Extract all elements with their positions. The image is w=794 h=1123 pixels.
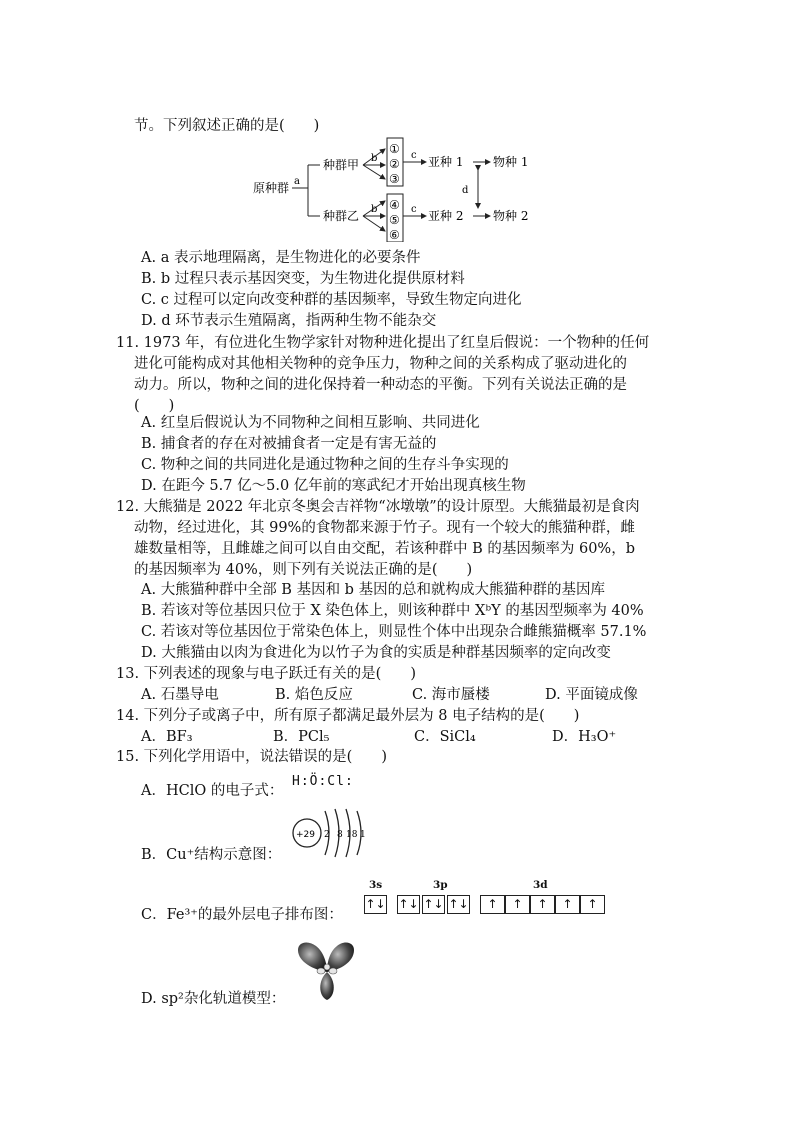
q13-option-a: A. 石墨导电: [141, 687, 219, 703]
orbital-3d-box: ↑: [530, 895, 555, 914]
q12-stem-line-4: 的基因频率为 40%，则下列有关说法正确的是( ): [134, 562, 473, 578]
q13-stem: 13. 下列表述的现象与电子跃迁有关的是( ): [116, 666, 416, 682]
circle-2: ②: [389, 157, 400, 171]
orbital-3d-box: ↑: [505, 895, 530, 914]
svg-text:8: 8: [337, 830, 343, 840]
sp1-label: 物种 1: [493, 155, 529, 169]
svg-text:1: 1: [360, 830, 366, 840]
q14-option-a: A．BF₃: [141, 729, 193, 745]
q11-stem-line-3: 动力。所以，物种之间的进化保持着一种动态的平衡。下列有关说法正确的是: [134, 377, 627, 393]
svg-text:b: b: [371, 153, 378, 164]
sp2-label: 物种 2: [493, 209, 529, 223]
q12-option-d: D. 大熊猫由以肉为食进化为以竹子为食的实质是种群基因频率的定向改变: [141, 645, 611, 661]
circle-6: ⑥: [389, 228, 400, 242]
q15-option-d-label: D. sp²杂化轨道模型：: [141, 991, 286, 1007]
circle-3: ③: [389, 172, 400, 186]
q11-stem-line-2: 进化可能构成对其他相关物种的竞争压力，物种之间的关系构成了驱动进化的: [134, 356, 627, 372]
q12-option-b: B. 若该对等位基因只位于 X 染色体上，则该种群中 XᵇY 的基因型频率为 40%: [141, 603, 644, 619]
circle-1: ①: [389, 142, 400, 156]
svg-text:2: 2: [324, 830, 330, 840]
svg-text:18: 18: [346, 830, 358, 840]
orbital-3d-box: ↑: [555, 895, 580, 914]
sp2-orbital-model: [294, 940, 358, 1002]
speciation-diagram: [250, 137, 550, 242]
q11-stem-line-4: ( ): [134, 398, 175, 414]
cu-ion-structure-diagram: [290, 806, 370, 860]
hclo-electron-formula: H:Ö:Cl:: [292, 774, 354, 789]
q11-option-c: C. 物种之间的共同进化是通过物种之间的生存斗争实现的: [141, 457, 509, 473]
svg-text:c: c: [411, 204, 417, 215]
q12-option-c: C. 若该对等位基因位于常染色体上，则显性个体中出现杂合雌熊猫概率 57.1%: [141, 624, 647, 640]
orbital-3p-box: ↑↓: [447, 895, 470, 914]
q14-option-b: B．PCl₅: [273, 729, 330, 745]
q13-option-c: C. 海市蜃楼: [412, 687, 490, 703]
q12-stem-line-1: 12. 大熊猫是 2022 年北京冬奥会吉祥物“冰墩墩”的设计原型。大熊猫最初是食肉: [116, 499, 640, 515]
circle-5: ⑤: [389, 213, 400, 227]
orbital-3p-box: ↑↓: [422, 895, 445, 914]
sub1-label: 亚种 1: [428, 155, 464, 169]
q12-stem-line-2: 动物，经过进化，其 99%的食物都来源于竹子。现有一个较大的熊猫种群，雌: [134, 520, 635, 536]
pop-b-label: 种群乙: [323, 209, 360, 223]
q11-stem-line-1: 11. 1973 年，有位进化生物学家针对物种进化提出了红皇后假说：一个物种的任何: [116, 335, 650, 351]
q10-option-b: B. b 过程只表示基因突变，为生物进化提供原材料: [141, 271, 465, 287]
q12-stem-line-3: 雄数量相等，且雌雄之间可以自由交配，若该种群中 B 的基因频率为 60%，b: [134, 541, 635, 557]
q15-option-a-label: A．HClO 的电子式：: [141, 783, 284, 799]
q13-option-d: D. 平面镜成像: [545, 687, 638, 703]
orbital-3d-box: ↑: [480, 895, 505, 914]
orbital-3s-label: 3s: [369, 879, 383, 891]
circle-4: ④: [389, 198, 400, 212]
svg-text:c: c: [411, 150, 417, 161]
pop-a-label: 种群甲: [323, 158, 360, 172]
q11-option-d: D. 在距今 5.7 亿～5.0 亿年前的寒武纪才开始出现真核生物: [141, 478, 526, 494]
svg-text:+29: +29: [296, 830, 315, 840]
q13-option-b: B. 焰色反应: [275, 687, 353, 703]
q10-option-c: C. c 过程可以定向改变种群的基因频率，导致生物定向进化: [141, 292, 522, 308]
orbital-3s-box: ↑↓: [364, 895, 387, 914]
q14-option-d: D．H₃O⁺: [552, 729, 617, 745]
q14-option-c: C．SiCl₄: [414, 729, 476, 745]
orbital-3d-label: 3d: [533, 879, 548, 891]
q10-option-a: A. a 表示地理隔离，是生物进化的必要条件: [141, 250, 421, 266]
svg-text:d: d: [462, 185, 469, 196]
q11-option-b: B. 捕食者的存在对被捕食者一定是有害无益的: [141, 436, 437, 452]
q10-option-d: D. d 环节表示生殖隔离，指两种生物不能杂交: [141, 313, 437, 329]
q15-option-b-label: B．Cu⁺结构示意图：: [141, 847, 282, 863]
origin-label: 原种群: [253, 181, 290, 195]
q14-stem: 14. 下列分子或离子中，所有原子都满足最外层为 8 电子结构的是( ): [116, 708, 580, 724]
q15-option-c-label: C．Fe³⁺的最外层电子排布图：: [141, 907, 343, 923]
orbital-3p-label: 3p: [433, 879, 448, 891]
q11-option-a: A. 红皇后假说认为不同物种之间相互影响、共同进化: [141, 415, 480, 431]
sub2-label: 亚种 2: [428, 209, 464, 223]
svg-text:b: b: [371, 204, 378, 215]
q10-stem-end: 节。下列叙述正确的是( ): [134, 118, 320, 134]
svg-text:a: a: [294, 176, 300, 187]
q15-stem: 15. 下列化学用语中，说法错误的是( ): [116, 749, 387, 765]
q12-option-a: A. 大熊猫种群中全部 B 基因和 b 基因的总和就构成大熊猫种群的基因库: [141, 582, 606, 598]
orbital-3p-box: ↑↓: [397, 895, 420, 914]
orbital-3d-box: ↑: [580, 895, 605, 914]
